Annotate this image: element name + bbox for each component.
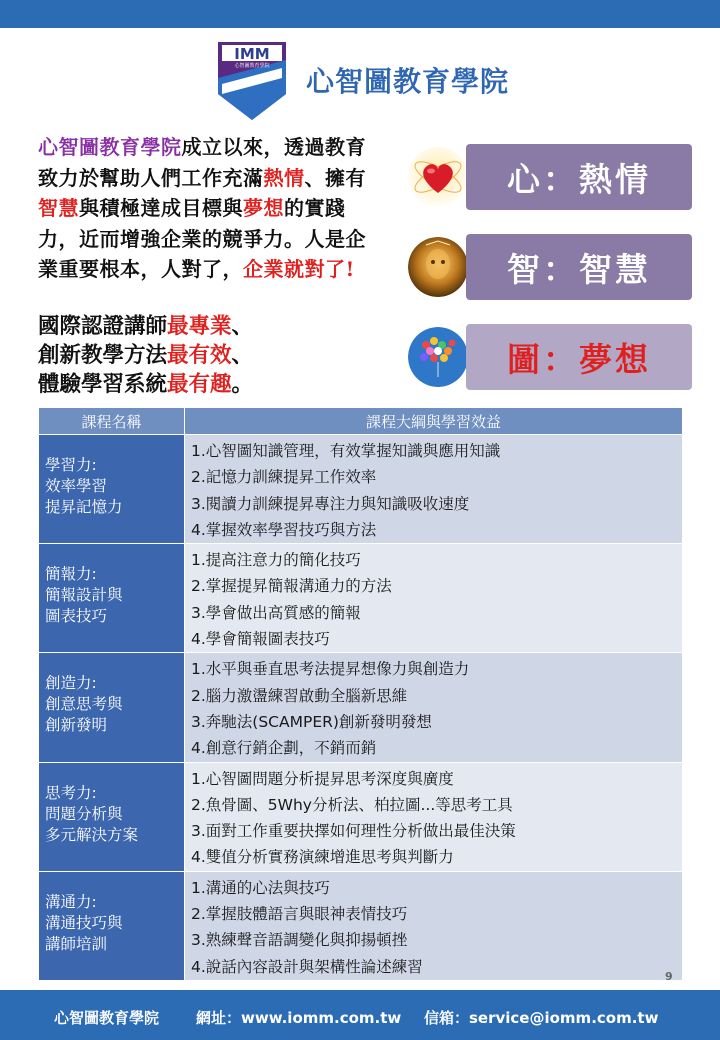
outline-item: 2.記憶力訓練提昇工作效率 <box>191 468 377 487</box>
slogan-highlight: 最專業 <box>167 314 232 339</box>
footer-website-link[interactable]: 網址：www.iomm.com.tw <box>196 1009 402 1027</box>
intro-part: 成立以來，透過教育致力於幫助人們工作充滿 <box>38 135 366 190</box>
outline-item: 4.學會簡報圖表技巧 <box>191 630 330 649</box>
course-table <box>38 407 683 981</box>
course-name-line: 簡報力: <box>45 565 97 584</box>
course-name-cell <box>39 544 185 653</box>
course-outline-cell <box>185 871 683 980</box>
course-name-line: 提昇記憶力 <box>45 498 123 516</box>
intro-highlight: 智慧 <box>38 196 79 220</box>
course-name-line: 溝通力: <box>45 892 97 911</box>
slogan-text: 創新教學方法 <box>38 343 168 368</box>
outline-item: 2.掌握肢體語言與眼神表情技巧 <box>191 905 408 924</box>
slogan-punct: 。 <box>231 372 254 397</box>
value-label: 圖：夢想 <box>466 324 692 390</box>
value-heart <box>408 144 692 210</box>
outline-item: 1.水平與垂直思考法提昇想像力與創造力 <box>191 660 470 679</box>
slogan-line <box>38 370 378 399</box>
outline-item: 1.心智圖知識管理，有效掌握知識與應用知識 <box>191 442 501 460</box>
intro-part: 、擁有 <box>304 165 366 190</box>
course-outline-cell <box>185 653 683 762</box>
slogan-highlight: 最有效 <box>167 343 232 368</box>
balloons-icon <box>408 327 468 387</box>
course-name-cell <box>39 435 185 544</box>
course-name-line: 溝通技巧與 <box>45 913 123 932</box>
intro-highlight: 熱情 <box>263 165 305 190</box>
heart-icon <box>408 147 468 207</box>
course-name-line: 講師培訓 <box>45 934 108 953</box>
slogan-text: 體驗學習系統 <box>38 372 168 397</box>
page-number: 9 <box>665 970 673 983</box>
value-label: 智：智慧 <box>466 234 692 300</box>
intro-paragraph <box>38 132 378 285</box>
course-name-line: 創新發明 <box>45 716 108 735</box>
outline-item: 1.提高注意力的簡化技巧 <box>191 551 361 570</box>
slogan-punct: 、 <box>231 314 254 339</box>
slogan-line <box>38 341 378 370</box>
outline-item: 2.掌握提昇簡報溝通力的方法 <box>191 577 392 596</box>
outline-item: 4.掌握效率學習技巧與方法 <box>191 520 377 539</box>
course-outline-cell <box>185 435 683 544</box>
value-dream <box>408 324 692 390</box>
table-row <box>39 544 683 653</box>
course-name-line: 創意思考與 <box>45 695 123 714</box>
slogan-punct: 、 <box>231 343 254 368</box>
value-brain <box>408 234 692 300</box>
outline-item: 4.說話內容設計與架構性論述練習 <box>191 957 423 976</box>
outline-item: 1.心智圖問題分析提昇思考深度與廣度 <box>191 769 454 788</box>
outline-item: 3.學會做出高質感的簡報 <box>191 603 361 622</box>
outline-item: 2.腦力激盪練習啟動全腦新思維 <box>191 686 408 705</box>
svg-text:IMM: IMM <box>234 45 270 63</box>
slogan-text: 國際認證講師 <box>38 314 168 339</box>
course-name-line: 效率學習 <box>45 477 108 495</box>
outline-item: 2.魚骨圖、5Why分析法、柏拉圖...等思考工具 <box>191 795 513 814</box>
course-outline-cell <box>185 544 683 653</box>
column-header: 課程名稱 <box>39 408 185 435</box>
course-name-line: 學習力: <box>45 456 97 474</box>
value-label: 心：熱情 <box>466 144 692 210</box>
course-outline-cell <box>185 762 683 871</box>
outline-item: 4.雙值分析實務演練增進思考與判斷力 <box>191 848 454 867</box>
course-name-line: 多元解決方案 <box>45 825 139 844</box>
course-name-line: 簡報設計與 <box>45 586 123 605</box>
footer-bar <box>0 990 720 1040</box>
table-row <box>39 435 683 544</box>
brain-icon <box>408 237 468 297</box>
outline-item: 1.溝通的心法與技巧 <box>191 878 330 897</box>
course-name-cell <box>39 653 185 762</box>
table-row <box>39 653 683 762</box>
intro-part: 的實踐力，近而增強企業的競爭力。人是企業重要根本，人對了， <box>38 196 366 281</box>
table-row <box>39 762 683 871</box>
top-bar <box>0 0 720 28</box>
course-name-cell <box>39 762 185 871</box>
outline-item: 4.創意行銷企劃，不銷而銷 <box>191 739 377 758</box>
course-name-line: 問題分析與 <box>45 804 123 823</box>
outline-item: 3.閱讀力訓練提昇專注力與知識吸收速度 <box>191 494 470 513</box>
slogan-list <box>38 312 378 399</box>
table-header-row <box>39 408 683 435</box>
logo-caption: 心智圖教育學院 <box>234 63 270 69</box>
intro-part: 心智圖教育學院 <box>38 135 182 159</box>
outline-item: 3.奔馳法(SCAMPER)創新發明發想 <box>191 712 432 731</box>
slogan-highlight: 最有趣 <box>167 372 232 397</box>
intro-part: 與積極達成目標與 <box>79 196 243 220</box>
course-name-cell <box>39 871 185 980</box>
intro-highlight: 企業就對了! <box>243 257 355 281</box>
course-name-line: 創造力: <box>45 674 97 693</box>
course-name-line: 圖表技巧 <box>45 607 108 626</box>
slogan-line <box>38 312 378 341</box>
outline-item: 3.面對工作重要抉擇如何理性分析做出最佳決策 <box>191 822 516 841</box>
course-name-line: 思考力: <box>45 783 97 802</box>
footer-school-name: 心智圖教育學院 <box>54 1009 160 1027</box>
school-logo <box>218 42 286 120</box>
table-row <box>39 871 683 980</box>
footer-email-link[interactable]: 信箱：service@iomm.com.tw <box>424 1009 659 1027</box>
intro-highlight: 夢想 <box>243 196 284 220</box>
outline-item: 3.熟練聲音語調變化與抑揚頓挫 <box>191 931 408 950</box>
brand-title: 心智圖教育學院 <box>306 65 510 98</box>
column-header: 課程大綱與學習效益 <box>185 408 683 435</box>
